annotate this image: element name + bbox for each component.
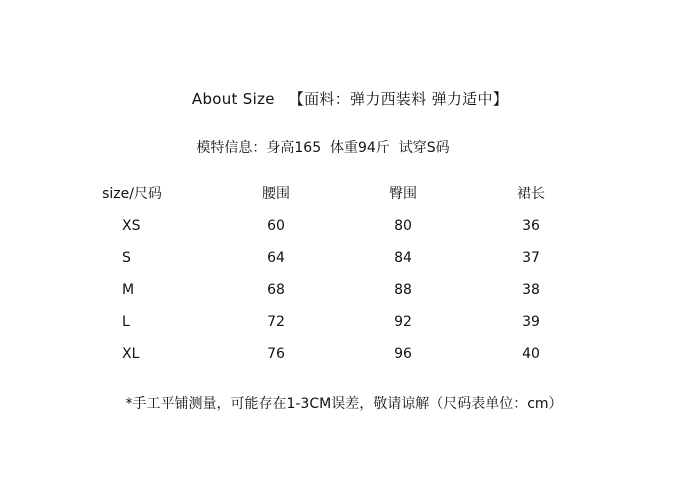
table-header-row bbox=[92, 184, 608, 216]
waist-value: 64 bbox=[267, 250, 285, 266]
table-row bbox=[92, 312, 608, 344]
size-label: XL bbox=[122, 346, 140, 362]
table-row bbox=[92, 248, 608, 280]
length-value: 39 bbox=[522, 314, 540, 330]
waist-value: 76 bbox=[267, 346, 285, 362]
length-value: 40 bbox=[522, 346, 540, 362]
header-waist: 腰围 bbox=[262, 186, 290, 202]
length-value: 36 bbox=[522, 218, 540, 234]
header-skirt-length: 裙长 bbox=[517, 186, 545, 202]
header-hip: 臀围 bbox=[389, 186, 417, 202]
waist-value: 68 bbox=[267, 282, 285, 298]
size-chart-title bbox=[0, 88, 700, 109]
hip-value: 80 bbox=[394, 218, 412, 234]
length-value: 37 bbox=[522, 250, 540, 266]
header-size: size/尺码 bbox=[102, 186, 162, 202]
measurement-footnote: *手工平铺测量，可能存在1-3CM误差，敬请谅解（尺码表单位：cm） bbox=[125, 396, 563, 412]
model-info: 模特信息：身高165 体重94斤 试穿S码 bbox=[196, 140, 450, 156]
table-row bbox=[92, 280, 608, 312]
size-label: S bbox=[122, 250, 131, 266]
hip-value: 96 bbox=[394, 346, 412, 362]
hip-value: 84 bbox=[394, 250, 412, 266]
waist-value: 60 bbox=[267, 218, 285, 234]
size-label: L bbox=[122, 314, 130, 330]
size-label: XS bbox=[122, 218, 141, 234]
hip-value: 92 bbox=[394, 314, 412, 330]
length-value: 38 bbox=[522, 282, 540, 298]
size-label: M bbox=[122, 282, 135, 298]
size-table bbox=[92, 184, 608, 376]
fabric-note: 【面料：弹力西装料 弹力适中】 bbox=[288, 90, 509, 108]
hip-value: 88 bbox=[394, 282, 412, 298]
title-about-size: About Size bbox=[191, 90, 275, 108]
table-row bbox=[92, 344, 608, 376]
table-row bbox=[92, 216, 608, 248]
waist-value: 72 bbox=[267, 314, 285, 330]
